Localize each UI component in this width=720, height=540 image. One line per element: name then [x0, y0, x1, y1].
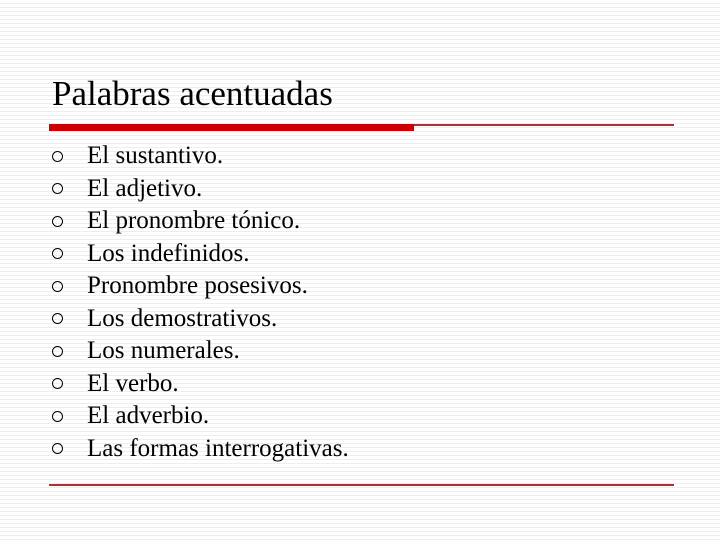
- hollow-circle-bullet-icon: [52, 378, 63, 389]
- hollow-circle-bullet-icon: [52, 183, 63, 194]
- bullet-list: [52, 140, 349, 465]
- hollow-circle-bullet-icon: [52, 248, 63, 259]
- list-item: [52, 173, 349, 206]
- list-item-text: Los numerales.: [87, 337, 240, 365]
- list-item-text: El verbo.: [87, 369, 179, 397]
- list-item: [52, 303, 349, 336]
- list-item: [52, 238, 349, 271]
- hollow-circle-bullet-icon: [52, 151, 63, 162]
- list-item-text: El pronombre tónico.: [87, 207, 301, 235]
- hollow-circle-bullet-icon: [52, 443, 63, 454]
- list-item-text: El adverbio.: [87, 402, 210, 430]
- list-item: [52, 400, 349, 433]
- list-item: [52, 335, 349, 368]
- list-item: [52, 140, 349, 173]
- list-item-text: Los indefinidos.: [87, 239, 250, 267]
- hollow-circle-bullet-icon: [52, 346, 63, 357]
- hollow-circle-bullet-icon: [52, 313, 63, 324]
- list-item: [52, 368, 349, 401]
- bottom-divider-line: [49, 484, 674, 486]
- title-divider-line: [414, 124, 674, 126]
- list-item-text: Los demostrativos.: [87, 304, 278, 332]
- hollow-circle-bullet-icon: [52, 411, 63, 422]
- list-item: [52, 433, 349, 466]
- list-item: [52, 205, 349, 238]
- slide-title: Palabras acentuadas: [52, 74, 333, 113]
- hollow-circle-bullet-icon: [52, 216, 63, 227]
- list-item-text: Las formas interrogativas.: [87, 434, 349, 462]
- list-item-text: El adjetivo.: [87, 174, 203, 202]
- title-accent-bar: [49, 124, 414, 131]
- list-item-text: Pronombre posesivos.: [87, 272, 308, 300]
- list-item-text: El sustantivo.: [87, 142, 224, 170]
- list-item: [52, 270, 349, 303]
- hollow-circle-bullet-icon: [52, 281, 63, 292]
